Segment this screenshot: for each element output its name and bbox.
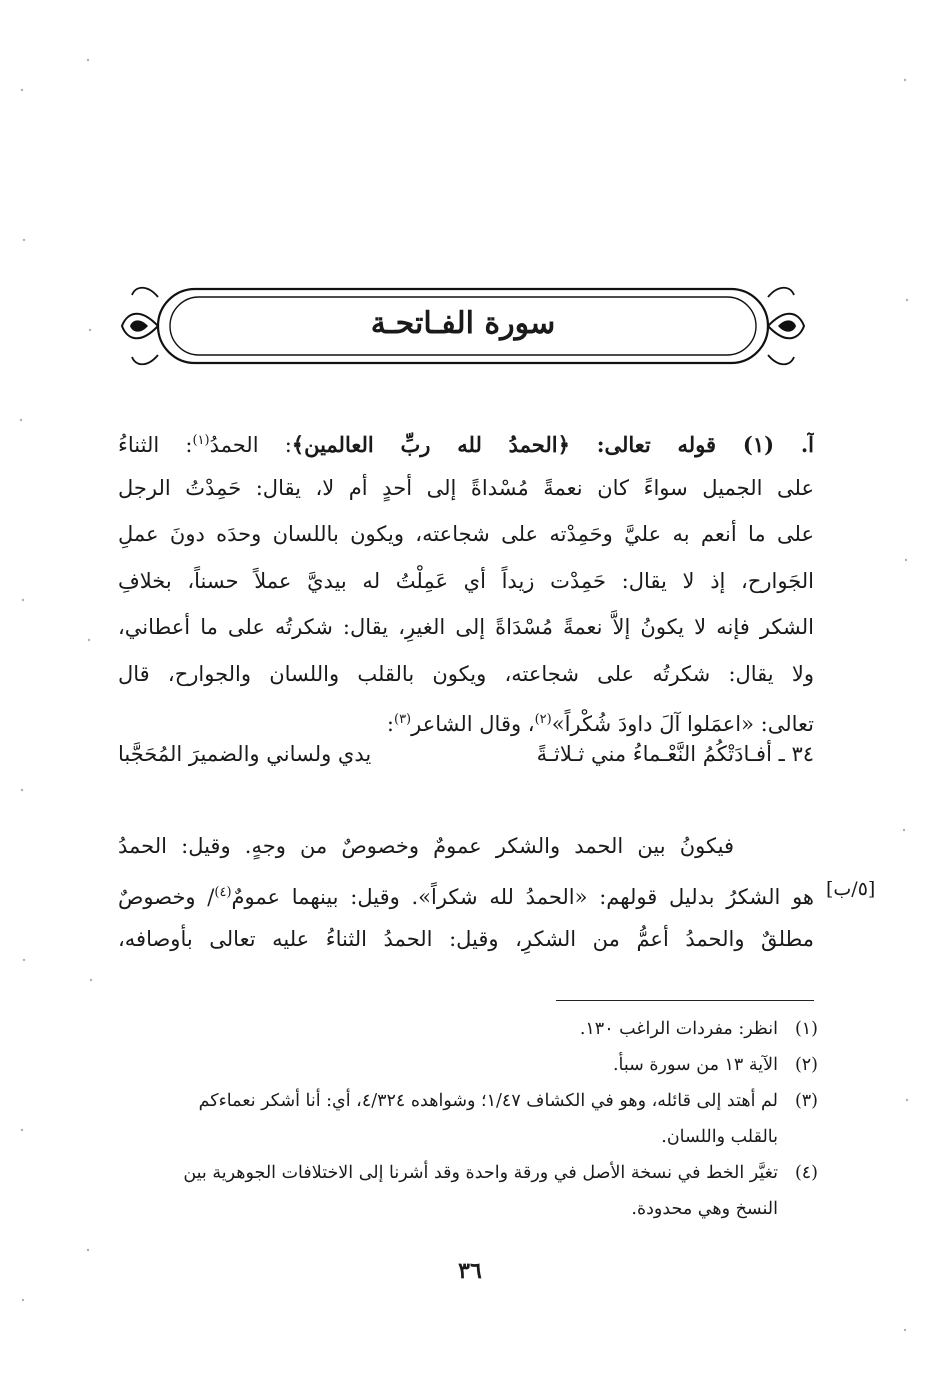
text-line: مطلقٌ والحمدُ أعمُّ من الشكرِ، وقيل: الحمدُ الثناءُ عليه تعالى بأوصافه،: [118, 927, 814, 951]
text-line: على الجميل سواءً كان نعمةً مُسْداةً إلى أحدٍ أم لا، يقال: حَمِدْتُ الرجل: [118, 475, 814, 500]
footnote: (٢)الآية ١٣ من سورة سبأ.: [612, 1055, 818, 1075]
surah-title: سورة الفـاتحـة: [370, 306, 556, 341]
poem-hemistich-first: ٣٤ ـ أفـادَتْكُمُ النَّعْـماءُ مني ثـلاثـةً: [536, 742, 814, 766]
footnotes: [118, 1011, 818, 1227]
main-paragraph: [118, 418, 814, 744]
manuscript-folio-ref: [٥/ب]: [826, 878, 876, 900]
text-line: هو الشكرُ بدليل قولهم: «الحمدُ لله شكراً». وقيل: بينهما عمومٌ$^{(٤)}$/ وخصوصٌ: [118, 884, 814, 909]
text-line: تعالى: «اعمَلوا آلَ داودَ شُكْراً»$^{(٢)}$، وقال الشاعر$^{(٣)}$:: [386, 712, 814, 736]
page-number: ٣٦: [458, 1258, 482, 1284]
second-paragraph: [118, 823, 814, 963]
footnote-marker: (٤): [214, 884, 232, 900]
text-line: الشكر فإنه لا يكونُ إلاَّ نعمةً مُسْدَاةً إلى الغيرِ، يقال: شكرتُه على ما أعطاني،: [118, 615, 814, 639]
footnote: (٤)تغيَّر الخط في نسخة الأصل في ورقة واحدة وقد أشرنا إلى الاختلافات الجوهرية بين: [183, 1163, 818, 1183]
footnote-continuation: النسخ وهي محدودة.: [631, 1199, 778, 1219]
footnote-marker: (١): [192, 433, 210, 448]
footnote-divider: [556, 1000, 814, 1001]
footnote-marker: (٣): [393, 712, 412, 727]
poem-number: ٣٤ ـ: [778, 742, 814, 766]
poem-hemistich-second: يدي ولساني والضميرَ المُحَجَّبا: [118, 742, 372, 766]
text-line: ولا يقال: شكرتُه على شجاعته، ويكون بالقلب واللسان والجوارح، قال: [118, 661, 814, 686]
text-line: الجَوارح، إذ لا يقال: حَمِدْت زيداً أي عَمِلْتُ له بيديَّ عملاً حسناً، بخلافِ: [118, 568, 814, 593]
footnote-continuation: بالقلب واللسان.: [661, 1127, 778, 1147]
footnote: (٣)لم أهتد إلى قائله، وهو في الكشاف ١/٤٧؛ وشواهده ٤/٣٢٤، أي: أنا أشكر نعماءكم: [198, 1091, 818, 1111]
poem-verse: [118, 730, 814, 778]
footnote: (١)انظر: مفردات الراغب ١٣٠.: [579, 1019, 818, 1039]
footnote-marker: (٢): [534, 712, 552, 727]
text-line: آ. (١) قوله تعالى: ﴿الحمدُ لله ربِّ العالمين﴾: الحمدُ$^{(١)}$: الثناءُ: [118, 432, 814, 457]
text-line: على ما أنعم به عليَّ وحَمِدْته على شجاعته، ويكون باللسان وحدَه دونَ عملِ: [118, 522, 814, 546]
text-line: فيكونُ بين الحمد والشكر عمومٌ وخصوصٌ من وجهٍ. وقيل: الحمدُ: [118, 834, 734, 858]
